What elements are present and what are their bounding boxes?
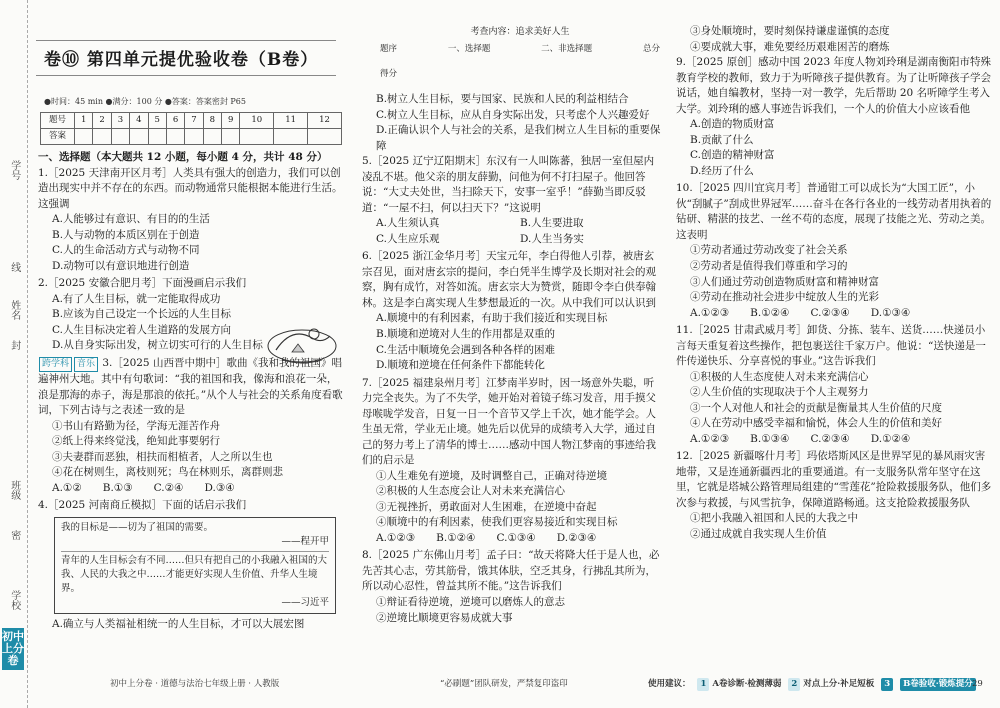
option[interactable]: ②积极的人生态度会让人对未来充满信心 (376, 485, 565, 498)
quote-text: 青年的人生目标会有不同……但只有把自己的小我融入祖国的大我、人民的大我之中……才能更好实现人生价值、升华人生境界。 (61, 555, 328, 595)
option-choices[interactable]: A.①②③ B.①②④ C.①③④ D.②③④ (376, 531, 597, 544)
quote-box (54, 517, 336, 614)
question-stem: 1.［2025 天津南开区月考］人类具有强大的创造力，我们可以创造出现实中并不存在的东西。而动物通常只能根据本能进行生活。这强调 (38, 166, 343, 210)
option-choices[interactable]: A.①②③ B.①②④ C.②③④ D.①③④ (690, 306, 911, 319)
score-header-row2: 得分 (380, 68, 398, 79)
answer-cell[interactable] (222, 129, 240, 145)
option[interactable]: B.人生要进取 (520, 217, 584, 230)
answer-table-num: 11 (274, 113, 308, 129)
quote-signature: ——习近平 (281, 597, 329, 609)
answer-cell[interactable] (148, 129, 166, 145)
question-stem: 10.［2025 四川宜宾月考］普通钳工可以成长为“大国工匠”，小伙“刮腻子”刮成世界冠军……奋斗在各行各业的一线劳动者用执着的钻研、精湛的技艺、一丝不苟的态度，展现了技能之光、劳动之美。这表明 (676, 182, 992, 241)
answer-table-num: 1 (75, 113, 93, 129)
answer-cell[interactable] (166, 129, 184, 145)
answer-cell[interactable] (203, 129, 221, 145)
score-header-title: 考查内容：追求美好人生 (470, 27, 570, 37)
usage-step-num: 2 (788, 678, 800, 691)
option[interactable]: ③一个人对他人和社会的贡献是衡量其人生价值的尺度 (690, 401, 942, 414)
option-choices[interactable]: A.①② B.①③ C.②④ D.③④ (52, 481, 235, 494)
option[interactable]: ①把小我融入祖国和人民的大我之中 (690, 512, 858, 525)
question-2 (38, 276, 268, 354)
option[interactable]: ①书山有路勤为径，学海无涯苦作舟 (52, 419, 220, 432)
option[interactable]: ①辩证看待逆境，逆境可以磨炼人的意志 (376, 596, 565, 608)
option[interactable]: A.人能够过有意识、有目的的生活 (52, 213, 210, 226)
margin-label-line: 线 (8, 262, 20, 272)
score-header (380, 26, 660, 80)
option[interactable]: C.人生应乐观 (376, 232, 440, 245)
option[interactable]: B.顺境和逆境对人生的作用都是双重的 (376, 327, 556, 340)
option[interactable]: ④花在树则生，离枝则死；鸟在林则乐，离群则悲 (52, 466, 283, 479)
exam-meta: ●时间：45 min ●满分：100 分 ●答案：答案密封 P65 (44, 97, 246, 106)
margin-label-secret: 密 (8, 530, 20, 540)
option[interactable]: D.顺境和逆境在任何条件下都能转化 (376, 359, 545, 372)
answer-table-num: 3 (111, 113, 129, 129)
option[interactable]: A.顺境中的有利因素，有助于我们接近和实现目标 (376, 312, 608, 325)
usage-footer (648, 678, 976, 691)
score-header-col: 题序 (380, 44, 398, 55)
answer-table (40, 112, 342, 145)
option[interactable]: C.人生目标决定着人生道路的发展方向 (52, 323, 231, 336)
score-header-row (380, 43, 660, 56)
comic-illustration (262, 316, 342, 368)
margin-label-name: 姓名 (8, 300, 20, 320)
left-footer: 初中上分卷 · 道德与法治七年级上册 · 人教版 (110, 679, 280, 689)
score-header-col: 二、非选择题 (541, 44, 593, 55)
option[interactable]: C.人的生命活动方式与动物不同 (52, 244, 200, 257)
question-11 (676, 323, 992, 447)
option[interactable]: ③夫妻群而恶独，相扶而相植者，人之所以生也 (52, 450, 273, 463)
option[interactable]: A.创造的物质财富 (690, 118, 775, 131)
answer-table-num: 4 (130, 113, 148, 129)
question-stem: 6.［2025 浙江金华月考］天宝元年，李白得他人引荐，被唐玄宗召见，面对唐玄宗的提问，李白凭半生博学及长期对社会的观察，胸有成竹，对答如流。唐玄宗大为赞赏，随即令李白供奉翰林。这是李白离实现人生梦想最近的一次。从中我们可以认识到 (362, 250, 656, 309)
option[interactable]: ②通过成就自我实现人生价值 (690, 528, 827, 540)
answer-cell[interactable] (93, 129, 111, 145)
option[interactable]: ②人生价值的实现取决于个人主观努力 (690, 386, 869, 399)
question-stem: 5.［2025 辽宁辽阳期末］东汉有一人叫陈蕃，独居一室但屋内凌乱不堪。他父亲的朋友薛勤，问他为何不打扫屋子。他回答说：“大丈夫处世，当扫除天下，安事一室乎！”薛勤当即反驳道：“一屋不扫，何以扫天下？”这说明 (362, 155, 655, 214)
answer-table-num: 10 (240, 113, 274, 129)
answer-cell[interactable] (240, 129, 274, 145)
option[interactable]: D.正确认识个人与社会的关系，是我们树立人生目标的重要保障 (376, 124, 661, 152)
answer-cell[interactable] (130, 129, 148, 145)
option[interactable]: ④顺境中的有利因素，使我们更容易接近和实现目标 (376, 516, 618, 529)
answer-cell[interactable] (185, 129, 203, 145)
option[interactable]: B.应该为自己设定一个长远的人生目标 (52, 308, 232, 321)
option[interactable]: ③无视挫折，勇敢面对人生困难，在逆境中奋起 (376, 500, 597, 513)
answer-table-label-q: 题号 (41, 113, 75, 129)
page-number: 29 (972, 679, 983, 689)
option[interactable]: ②劳动者是值得我们尊重和学习的 (690, 259, 848, 272)
option[interactable]: C.树立人生目标，应从自身实际出发，只考虑个人兴趣爱好 (376, 108, 650, 121)
question-12 (676, 449, 992, 542)
question-8 (362, 548, 664, 626)
question-stem: 9.［2025 原创］感动中国 2023 年度人物刘玲琍是湖南衡阳市特殊教育学校的教师，致力于为听障孩子提供教育。为了让听障孩子学会说话，她自编教材，坚持一对一教学，先后帮助 20 名听障学生考入大学。刘玲琍的感人事迹告诉我们，一个人的价值大小应该看他 (676, 56, 991, 115)
binding-margin (0, 0, 28, 708)
option-grid (362, 216, 664, 247)
middle-column-questions (362, 92, 664, 628)
usage-step-text: B卷验收·锻炼提分 (900, 678, 976, 691)
margin-label-school: 学校 (8, 590, 20, 610)
usage-label: 使用建议： (648, 679, 691, 689)
answer-cell[interactable] (111, 129, 129, 145)
answer-table-label-a: 答案 (41, 129, 75, 145)
option[interactable]: D.从自身实际出发，树立切实可行的人生目标 (52, 339, 263, 352)
question-6 (362, 249, 664, 373)
option[interactable]: A.人生须认真 (376, 217, 440, 230)
option-choices[interactable]: A.①②③ B.①③④ C.②③④ D.①②④ (690, 432, 911, 445)
option[interactable]: D.经历了什么 (690, 164, 754, 177)
section-heading: 一、选择题（本大题共 12 小题，每小题 4 分，共计 48 分） (38, 151, 328, 163)
answer-table-num: 12 (308, 113, 342, 129)
question-9 (676, 55, 992, 179)
score-header-col: 一、选择题 (447, 44, 491, 55)
page-title: 卷⑩ 第四单元提优验收卷（B卷） (44, 50, 319, 70)
question-stem: 11.［2025 甘肃武威月考］卸货、分拣、装车、送货……快递员小言每天重复着这些操作，把包裹送往千家万户。他说：“送快递是一件传递快乐、分享喜悦的事业。”这告诉我们 (676, 324, 986, 368)
option[interactable]: ①人生难免有逆境，及时调整自己，正确对待逆境 (376, 469, 607, 482)
option[interactable]: A.确立与人类福祉相统一的人生目标，才可以大展宏图 (52, 618, 305, 631)
option[interactable]: ④要成就大事，难免要经历艰难困苦的磨炼 (690, 40, 890, 53)
brand-logo: 初中上分卷 (2, 628, 24, 670)
answer-cell[interactable] (274, 129, 308, 145)
usage-step-text: 对点上分·补足短板 (803, 679, 875, 689)
question-5 (362, 154, 664, 247)
usage-step-text: A卷诊断·检测薄弱 (712, 679, 782, 689)
tag-music: 音乐 (74, 357, 98, 372)
option[interactable]: ④人在劳动中感受幸福和愉悦，体会人生的价值和美好 (690, 417, 942, 430)
quote-signature: ——程开甲 (281, 536, 329, 548)
option[interactable]: C.生活中顺境免会遇到各种各样的困难 (376, 343, 555, 356)
question-stem: 8.［2025 广东佛山月考］孟子曰：“故天将降大任于是人也，必先苦其心志，劳其筋骨，饿其体肤，空乏其身，行拂乱其所为，所以动心忍性，曾益其所不能。”这告诉我们 (362, 549, 660, 593)
question-3 (38, 356, 344, 497)
option[interactable]: C.创造的精神财富 (690, 149, 775, 162)
answer-table-header-row (41, 113, 342, 129)
answer-table-num: 5 (148, 113, 166, 129)
question-stem: 7.［2025 福建泉州月考］江梦南半岁时，因一场意外失聪，听力完全丧失。为了不失学，她开始对着镜子练习发音，用手摸父母喉咙学发音，日复一日一个音节又学上千次，她才能学会。人生虽无常，学业无止境。她先后以优异的成绩考入大学，通过自己的努力考上了清华的博士……感动中国人物江梦南的事迹给我们的启示是 (362, 376, 656, 467)
right-column-questions (676, 24, 992, 545)
answer-cell[interactable] (308, 129, 342, 145)
question-stem: 3.［2025 山西晋中期中］歌曲《我和我的祖国》唱遍神州大地。其中有句歌词：“我的祖国和我，像海和浪花一朵，浪是那海的赤子，海是那浪的依托。”从个人与社会的关系角度看歌词，下列古诗与之表述一致的是 (38, 356, 343, 417)
answer-table-num: 8 (203, 113, 221, 129)
answer-table-num: 9 (222, 113, 240, 129)
option[interactable]: B.树立人生目标，要与国家、民族和人民的利益相结合 (376, 93, 629, 105)
question-4 (38, 498, 344, 632)
option[interactable]: D.动物可以有意识地进行创造 (52, 259, 190, 272)
middle-footer: “必刷题”团队研发，严禁复印盗印 (440, 679, 568, 689)
usage-step-num: 1 (697, 678, 709, 691)
answer-table-num: 2 (93, 113, 111, 129)
option[interactable]: B.贡献了什么 (690, 133, 754, 146)
margin-label-class: 班级 (8, 480, 20, 500)
quote-text: 我的目标是——切为了祖国的需要。 (61, 522, 214, 533)
question-7 (362, 376, 664, 547)
option[interactable]: ②逆境比顺境更容易成就大事 (376, 611, 513, 624)
option[interactable]: ①劳动者通过劳动改变了社会关系 (690, 244, 848, 257)
answer-table-num: 6 (166, 113, 184, 129)
answer-table-answer-row (41, 129, 342, 145)
option[interactable]: ④劳动在推动社会进步中绽放人生的光彩 (690, 291, 879, 304)
option[interactable]: B.人与动物的本质区别在于创造 (52, 228, 200, 241)
option[interactable]: ③身处顺境时，要时刻保持谦虚谨慎的态度 (690, 25, 890, 37)
option[interactable]: ①积极的人生态度使人对未来充满信心 (690, 370, 869, 383)
question-stem: 2.［2025 安徽合肥月考］下面漫画启示我们 (38, 277, 247, 290)
question-10 (676, 181, 992, 321)
question-stem: 4.［2025 河南商丘模拟］下面的话启示我们 (38, 499, 247, 512)
question-1 (38, 166, 344, 275)
option[interactable]: ②纸上得来终觉浅，绝知此事要躬行 (52, 435, 220, 448)
option[interactable]: A.有了人生目标，就一定能取得成功 (52, 292, 221, 305)
answer-table-num: 7 (185, 113, 203, 129)
score-header-col: 总分 (642, 44, 660, 55)
left-column-questions (38, 150, 344, 635)
answer-cell[interactable] (75, 129, 93, 145)
margin-label-seal: 封 (8, 340, 20, 350)
option[interactable]: ③人们通过劳动创造物质财富和精神财富 (690, 275, 879, 288)
question-stem: 12.［2025 新疆喀什月考］玛依塔斯风区是世界罕见的暴风雨灾害地带，又是连通新疆西北的重要通道。有一支服务队常年坚守在这里，它就是塔城公路管理局组建的“雪莲花”抢险救援服务队，他们多次参与救援，与风雪抗争，保障道路畅通。这支抢险救援服务队 (676, 450, 992, 509)
option[interactable]: D.人生当务实 (520, 232, 584, 245)
margin-label-id: 学号 (8, 160, 20, 180)
usage-step-num: 3 (881, 678, 893, 691)
quote-divider (61, 551, 329, 552)
tag-cross-subject: 跨学科 (39, 357, 72, 372)
